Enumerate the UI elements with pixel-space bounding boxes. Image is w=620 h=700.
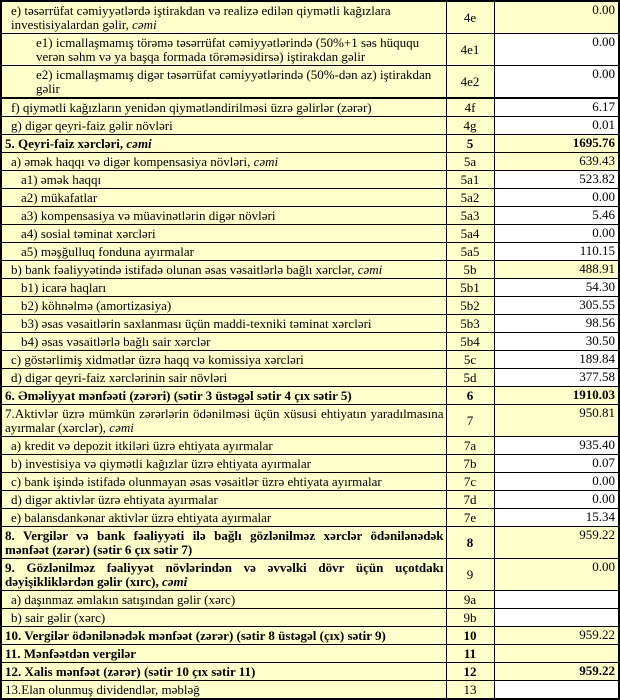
row-value: 0.07 [494,455,619,473]
table-row [1,681,619,700]
table-row [1,663,619,681]
row-code: 5 [446,135,494,153]
row-code: 5a3 [446,207,494,225]
row-label-text: b) sair gəlir (xərc) [11,609,106,625]
row-code: 5b [446,261,494,279]
row-label [1,351,446,369]
row-label [1,609,446,627]
row-code: 5b1 [446,279,494,297]
row-label-text: 10. Vergilər ödənilənədək mənfəət (zərər) (sətir 8 üstəgəl (çıx) sətir 9) [5,627,386,643]
row-value: 0.01 [494,117,619,135]
row-code: 11 [446,645,494,663]
row-value: 0.00 [494,559,619,591]
income-statement-rows [1,1,619,699]
row-code: 6 [446,387,494,405]
row-label-text: a2) mükafatlar [21,189,98,205]
row-code: 5b2 [446,297,494,315]
row-value: 1695.76 [494,135,619,153]
row-code: 5a4 [446,225,494,243]
row-code: 8 [446,527,494,559]
row-label-italic-suffix: cəmi [357,261,383,277]
row-value: 0.00 [494,473,619,491]
row-value: 959.22 [494,663,619,681]
row-label-text: 13.Elan olunmuş dividendlər, məbləğ [5,681,200,697]
row-label [1,153,446,171]
row-label-text: 8. Vergilər və bank fəaliyyəti ilə bağlı gözlənilməz xərclər ödənilənədək mənfəət (zərər) (sətir 6 çıx sətir 7) [5,527,444,557]
row-code: 5a2 [446,189,494,207]
table-row [1,225,619,243]
table-row [1,455,619,473]
table-row [1,333,619,351]
row-label [1,559,446,591]
table-row [1,627,619,645]
row-label-text: a1) əmək haqqı [21,171,102,187]
row-value: 935.40 [494,437,619,455]
row-label-text: a3) kompensasiya və müavinətlərin digər növləri [21,207,276,223]
table-row [1,645,619,663]
row-code: 9 [446,559,494,591]
row-label [1,527,446,559]
row-code: 7e [446,509,494,527]
row-label-text: a) əmək haqqı və digər kompensasiya növləri, [11,153,254,169]
row-label-text: b) investisiya və qiymətli kağızlar üzrə ehtiyata ayırmalar [11,455,311,471]
row-code: 7 [446,405,494,437]
row-value: 1910.03 [494,387,619,405]
row-code: 4f [446,98,494,117]
row-label-italic-suffix: cəmi [109,419,134,435]
table-row [1,98,619,117]
row-label [1,473,446,491]
row-label-text: c) bank işində istifadə olunmayan əsas vəsaitlər üzrə ehtiyata ayırmalar [11,473,382,489]
row-label-text: e2) icmallaşmamış digər təsərrüfat cəmiyyətlərində (50%-dən az) iştirakdan gəlir [36,66,432,96]
table-row [1,609,619,627]
table-row [1,279,619,297]
row-label-text: 5. Qeyri-faiz xərcləri, [5,135,127,151]
row-value: 30.50 [494,333,619,351]
row-code: 7b [446,455,494,473]
row-value: 0.00 [494,1,619,34]
row-label-italic-suffix: cəmi [161,573,188,589]
row-label [1,315,446,333]
row-label-text: b3) əsas vəsaitlərin saxlanması üçün maddi-texniki təminat xərcləri [21,315,372,331]
row-code: 4e2 [446,66,494,99]
table-row [1,34,619,66]
row-value: 0.00 [494,66,619,99]
row-label-text: d) digər aktivlər üzrə ehtiyata ayırmalar [11,491,218,507]
row-label [1,171,446,189]
row-code: 12 [446,663,494,681]
row-label [1,261,446,279]
row-code: 5d [446,369,494,387]
table-row [1,135,619,153]
row-label-text: b) bank fəaliyyətində istifadə olunan əsas vəsaitlərlə bağlı xərclər, [11,261,358,277]
row-value: 0.00 [494,491,619,509]
row-label [1,645,446,663]
row-label-text: b4) əsas vəsaitlərlə bağlı sair xərclər [21,333,211,349]
table-row [1,243,619,261]
row-label-text: 12. Xalis mənfəət (zərər) (sətir 10 çıx sətir 11) [5,663,256,679]
row-label [1,491,446,509]
table-row [1,527,619,559]
table-row [1,437,619,455]
row-label [1,225,446,243]
table-row [1,171,619,189]
table-row [1,189,619,207]
row-value: 98.56 [494,315,619,333]
row-code: 4g [446,117,494,135]
row-value [494,609,619,627]
row-code: 13 [446,681,494,700]
row-code: 5a1 [446,171,494,189]
row-label [1,34,446,66]
row-code: 7a [446,437,494,455]
row-label [1,405,446,437]
row-value: 959.22 [494,627,619,645]
row-label-text: b1) icarə haqları [21,279,107,295]
row-label-text: 7.Aktivlər üzrə mümkün zərərlərin ödənilməsi üçün xüsusi ehtiyatın yaradılmasına ayırmalar (xərclər), [5,405,444,435]
table-row [1,509,619,527]
row-value: 54.30 [494,279,619,297]
row-value: 5.46 [494,207,619,225]
row-value: 0.00 [494,225,619,243]
row-label-text: d) digər qeyri-faiz xərclərinin sair növləri [11,369,228,385]
table-row [1,207,619,225]
row-code: 7d [446,491,494,509]
row-value [494,681,619,700]
row-label-text: 11. Mənfəətdən vergilər [5,645,137,661]
row-label [1,455,446,473]
row-value: 959.22 [494,527,619,559]
row-label-text: b2) köhnəlmə (amortizasiya) [21,297,172,313]
table-row [1,351,619,369]
row-code: 10 [446,627,494,645]
row-label [1,207,446,225]
row-label [1,387,446,405]
row-code: 7c [446,473,494,491]
row-value: 0.00 [494,189,619,207]
row-label-text: c) göstərlimiş xidmətlər üzrə haqq və komissiya xərcləri [11,351,304,367]
table-row [1,66,619,99]
row-value [494,645,619,663]
row-label-text: f) qiymətli kağızların yenidən qiymətləndirilməsi üzrə gəlirlər (zərər) [11,99,372,115]
table-row [1,297,619,315]
row-code: 4e [446,1,494,34]
row-label [1,1,446,34]
row-code: 5b4 [446,333,494,351]
row-code: 5c [446,351,494,369]
row-label-text: a) kredit və depozit itkiləri üzrə ehtiyata ayırmalar [11,437,273,453]
table-row [1,315,619,333]
row-label [1,279,446,297]
table-row [1,117,619,135]
row-label-text: e) təsərrüfat cəmiyyətlərdə iştirakdan və realizə edilən qiymətli kağızlara investisiyalardan gəlir, [11,2,391,32]
table-row [1,405,619,437]
table-row [1,1,619,34]
row-value: 950.81 [494,405,619,437]
row-label [1,66,446,99]
table-row [1,591,619,609]
table-row [1,369,619,387]
row-label-text: 6. Əməliyyat mənfəəti (zərəri) (sətir 3 üstəgəl sətir 4 çıx sətir 5) [5,387,352,403]
row-value: 639.43 [494,153,619,171]
row-label-text: a) daşınmaz əmlakın satışından gəlir (xərc) [11,591,236,607]
row-code: 4e1 [446,34,494,66]
table-row [1,387,619,405]
row-value: 6.17 [494,98,619,117]
row-label [1,135,446,153]
row-label-text: a5) məşğulluq fonduna ayırmalar [21,243,194,259]
row-label-text: e1) icmallaşmamış törəmə təsərrüfat cəmiyyətlərində (50%+1 səs hüququ verən səhm və ya başqa formada törəməsidirsə) iştirakdan gəlir [36,34,420,64]
row-code: 5a [446,153,494,171]
row-value [494,591,619,609]
row-label [1,509,446,527]
table-row [1,153,619,171]
table-row [1,473,619,491]
row-code: 5b3 [446,315,494,333]
row-value: 488.91 [494,261,619,279]
row-label [1,333,446,351]
row-label-text: e) balansdankənar aktivlər üzrə ehtiyata ayırmalar [11,509,272,525]
table-row [1,491,619,509]
table-row [1,559,619,591]
row-value: 110.15 [494,243,619,261]
table-row [1,261,619,279]
row-label [1,681,446,700]
row-label-text: 9. Gözlənilməz fəaliyyət növlərindən və əvvəlki dövr üçün uçotdakı dəyişikliklərdən gəlir (xırc), [5,559,444,589]
row-value: 377.58 [494,369,619,387]
row-label [1,627,446,645]
row-label [1,98,446,117]
row-label [1,297,446,315]
row-value: 523.82 [494,171,619,189]
row-label [1,117,446,135]
row-label [1,243,446,261]
row-label-italic-suffix: cəmi [253,153,279,169]
row-code: 9b [446,609,494,627]
row-label [1,369,446,387]
row-value: 189.84 [494,351,619,369]
row-label [1,437,446,455]
row-label-italic-suffix: cəmi [132,16,157,32]
row-label [1,189,446,207]
row-code: 5a5 [446,243,494,261]
row-label [1,663,446,681]
row-value: 0.00 [494,34,619,66]
row-code: 9a [446,591,494,609]
row-label [1,591,446,609]
row-value: 305.55 [494,297,619,315]
row-label-text: g) digər qeyri-faiz gəlir növləri [11,117,173,133]
row-value: 15.34 [494,509,619,527]
row-label-italic-suffix: cəmi [126,135,152,151]
row-label-text: a4) sosial təminat xərcləri [21,225,156,241]
